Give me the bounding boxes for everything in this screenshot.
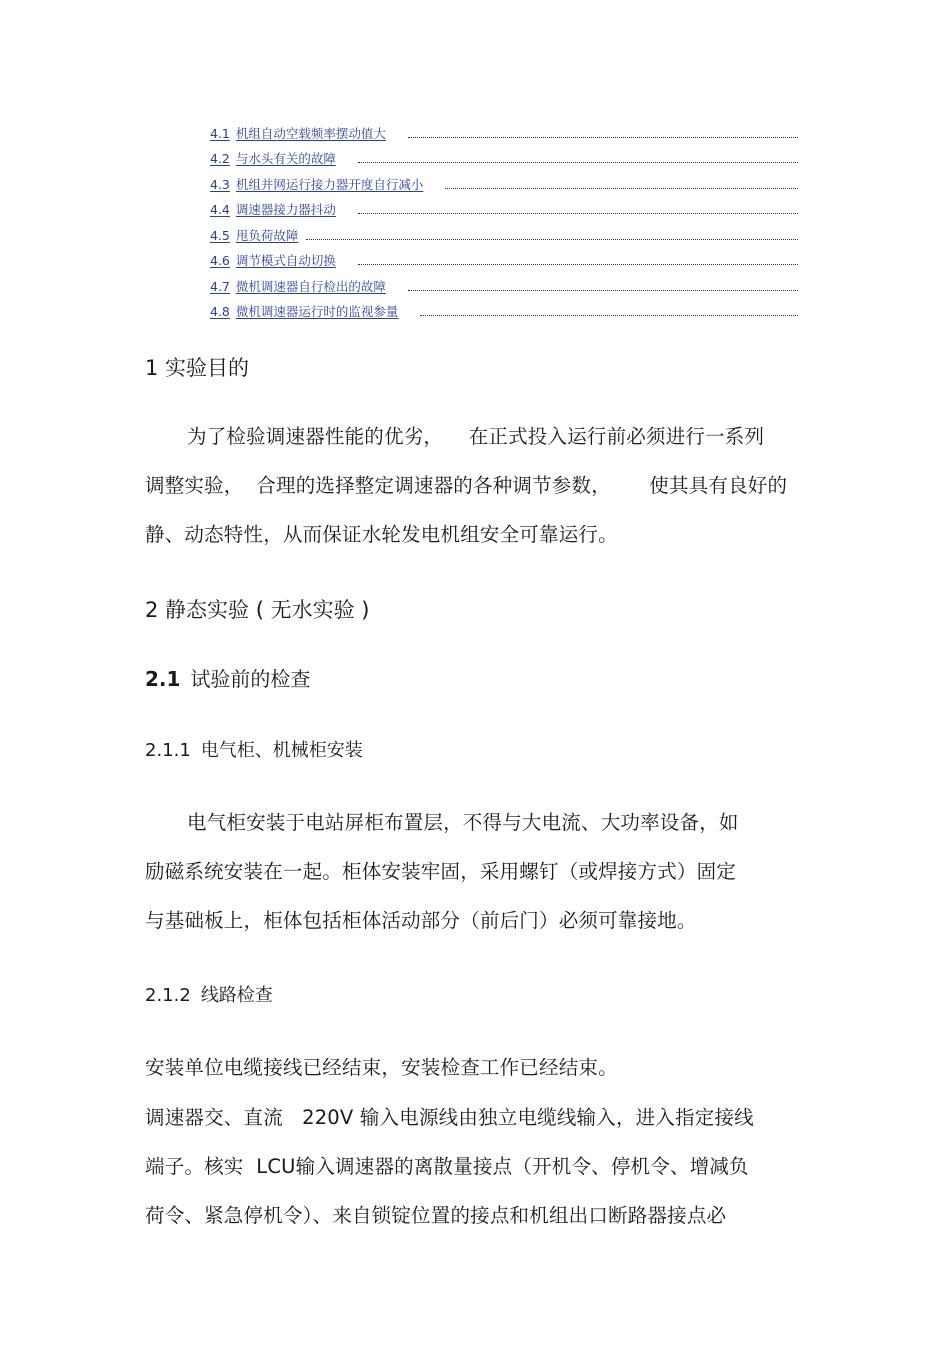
subsection-title: 电气柜、机械柜安装 bbox=[200, 740, 363, 761]
paragraph-line: 电气柜安装于电站屏柜布置层，不得与大电流、大功率设备，如 bbox=[187, 811, 739, 834]
paragraph-line: 荷令、紧急停机令）、来自锁锭位置的接点和机组出口断路器接点必 bbox=[145, 1204, 727, 1227]
subsection-number: 2.1.1 bbox=[145, 740, 191, 761]
toc-link[interactable] bbox=[210, 302, 420, 324]
paragraph-line: 调速器交、直流 220V 输入电源线由独立电缆线输入，进入指定接线 bbox=[145, 1106, 754, 1129]
subsection-number: 2.1 bbox=[145, 667, 181, 691]
toc-entry-4-6[interactable] bbox=[210, 248, 798, 274]
toc-entry-4-7[interactable] bbox=[210, 273, 798, 299]
toc-link[interactable] bbox=[210, 277, 408, 299]
toc-leader-dots bbox=[408, 290, 798, 291]
toc-link[interactable] bbox=[210, 226, 306, 248]
subsection-number: 2.1.2 bbox=[145, 985, 191, 1006]
toc-leader-dots bbox=[420, 315, 798, 316]
table-of-contents bbox=[210, 120, 798, 324]
toc-entry-4-2[interactable] bbox=[210, 146, 798, 172]
toc-title: 微机调速器自行检出的故障 bbox=[235, 278, 386, 294]
toc-leader-dots bbox=[306, 239, 798, 240]
toc-number: 4.8 bbox=[210, 304, 230, 319]
subsection-title: 线路检查 bbox=[200, 985, 273, 1006]
subsection-heading-2-1-1 bbox=[145, 736, 363, 762]
toc-title: 与水头有关的故障 bbox=[235, 151, 336, 166]
toc-link[interactable] bbox=[210, 124, 408, 146]
paragraph-line: 调整实验， 合理的选择整定调速器的各种调节参数， 使其具有良好的 bbox=[145, 474, 788, 497]
toc-entry-4-5[interactable] bbox=[210, 222, 798, 248]
toc-number: 4.3 bbox=[210, 176, 230, 192]
toc-number: 4.4 bbox=[210, 202, 230, 217]
toc-number: 4.2 bbox=[210, 151, 230, 166]
toc-title: 调节模式自动切换 bbox=[235, 253, 336, 268]
toc-number: 4.7 bbox=[210, 278, 230, 294]
toc-leader-dots bbox=[358, 162, 798, 163]
toc-title: 甩负荷故障 bbox=[235, 227, 299, 243]
paragraph-line: 静、动态特性，从而保证水轮发电机组安全可靠运行。 bbox=[145, 523, 618, 546]
toc-link[interactable] bbox=[210, 251, 358, 273]
toc-entry-4-1[interactable] bbox=[210, 120, 798, 146]
toc-leader-dots bbox=[445, 188, 798, 189]
toc-entry-4-3[interactable] bbox=[210, 171, 798, 197]
toc-leader-dots bbox=[408, 137, 798, 138]
toc-link[interactable] bbox=[210, 200, 358, 222]
subsection-title: 试验前的检查 bbox=[190, 667, 311, 691]
toc-leader-dots bbox=[358, 213, 798, 214]
toc-number: 4.6 bbox=[210, 253, 230, 268]
toc-title: 调速器接力器抖动 bbox=[235, 202, 336, 217]
subsection-heading-2-1-2 bbox=[145, 981, 273, 1007]
toc-title: 微机调速器运行时的监视参量 bbox=[235, 304, 399, 319]
paragraph-line: 为了检验调速器性能的优劣， 在正式投入运行前必须进行一系列 bbox=[187, 425, 765, 448]
toc-link[interactable] bbox=[210, 149, 358, 171]
paragraph-line: 端子。核实 LCU输入调速器的离散量接点（开机令、停机令、增减负 bbox=[145, 1155, 749, 1178]
toc-entry-4-4[interactable] bbox=[210, 197, 798, 223]
paragraph-line: 安装单位电缆接线已经结束，安装检查工作已经结束。 bbox=[145, 1056, 618, 1079]
toc-leader-dots bbox=[358, 264, 798, 265]
section-heading-2: 2 静态实验 ( 无水实验 ) bbox=[145, 598, 370, 622]
subsection-heading-2-1 bbox=[145, 663, 310, 692]
paragraph-line: 励磁系统安装在一起。柜体安装牢固，采用螺钉（或焊接方式）固定 bbox=[145, 860, 737, 883]
toc-number: 4.1 bbox=[210, 125, 230, 141]
toc-title: 机组自动空载频率摆动值大 bbox=[235, 125, 386, 141]
toc-number: 4.5 bbox=[210, 227, 230, 243]
section-heading-1: 1 实验目的 bbox=[145, 356, 250, 380]
toc-entry-4-8[interactable] bbox=[210, 299, 798, 325]
toc-title: 机组并网运行接力器开度自行减小 bbox=[235, 176, 424, 192]
paragraph-line: 与基础板上，柜体包括柜体活动部分（前后门）必须可靠接地。 bbox=[145, 909, 697, 932]
toc-link[interactable] bbox=[210, 175, 445, 197]
